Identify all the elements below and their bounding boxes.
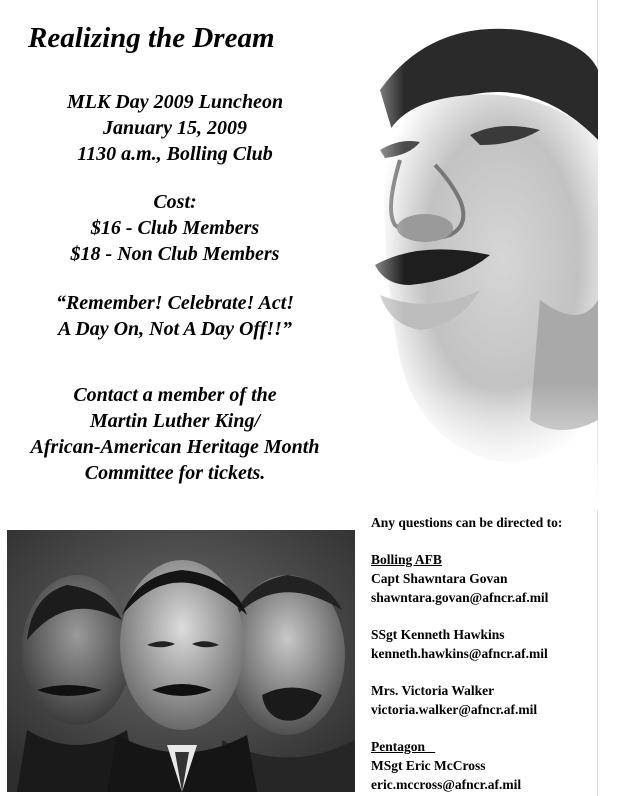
event-date: January 15, 2009 xyxy=(103,117,247,139)
contact-block xyxy=(0,382,350,486)
cost-non-members: $18 - Non Club Members xyxy=(70,243,280,265)
cost-block xyxy=(0,189,350,267)
contact-email[interactable]: shawntara.govan@afncr.af.mil xyxy=(371,590,549,605)
cost-heading: Cost: xyxy=(153,191,197,213)
questions-block xyxy=(371,513,597,794)
location-bolling-afb: Bolling AFB xyxy=(371,552,442,567)
contact-email[interactable]: kenneth.hawkins@afncr.af.mil xyxy=(371,646,548,661)
contact-name: SSgt Kenneth Hawkins xyxy=(371,627,505,642)
event-time-place: 1130 a.m., Bolling Club xyxy=(77,143,273,165)
event-details xyxy=(0,89,350,167)
contact-email[interactable]: victoria.walker@afncr.af.mil xyxy=(371,702,538,717)
event-name: MLK Day 2009 Luncheon xyxy=(66,91,284,113)
quote-line-2: A Day On, Not A Day Off!!” xyxy=(58,318,292,340)
questions-intro: Any questions can be directed to: xyxy=(371,515,563,530)
quote-block xyxy=(0,290,350,342)
contact-email[interactable]: eric.mccross@afncr.af.mil xyxy=(371,777,522,792)
contact-name: Capt Shawntara Govan xyxy=(371,571,508,586)
flyer-title: Realizing the Dream xyxy=(28,22,275,54)
contact-line-4: Committee for tickets. xyxy=(84,462,266,484)
contact-name: MSgt Eric McCross xyxy=(371,758,486,773)
contact-line-3: African-American Heritage Month xyxy=(30,436,320,458)
cost-members: $16 - Club Members xyxy=(90,217,260,239)
mlk-portrait-image xyxy=(340,0,598,510)
contact-line-1: Contact a member of the xyxy=(73,384,277,406)
location-pentagon: Pentagon xyxy=(371,739,436,754)
mlk-triple-portrait-photo xyxy=(7,530,355,792)
contact-name: Mrs. Victoria Walker xyxy=(371,683,495,698)
quote-line-1: “Remember! Celebrate! Act! xyxy=(55,292,295,314)
contact-line-2: Martin Luther King/ xyxy=(89,410,261,432)
